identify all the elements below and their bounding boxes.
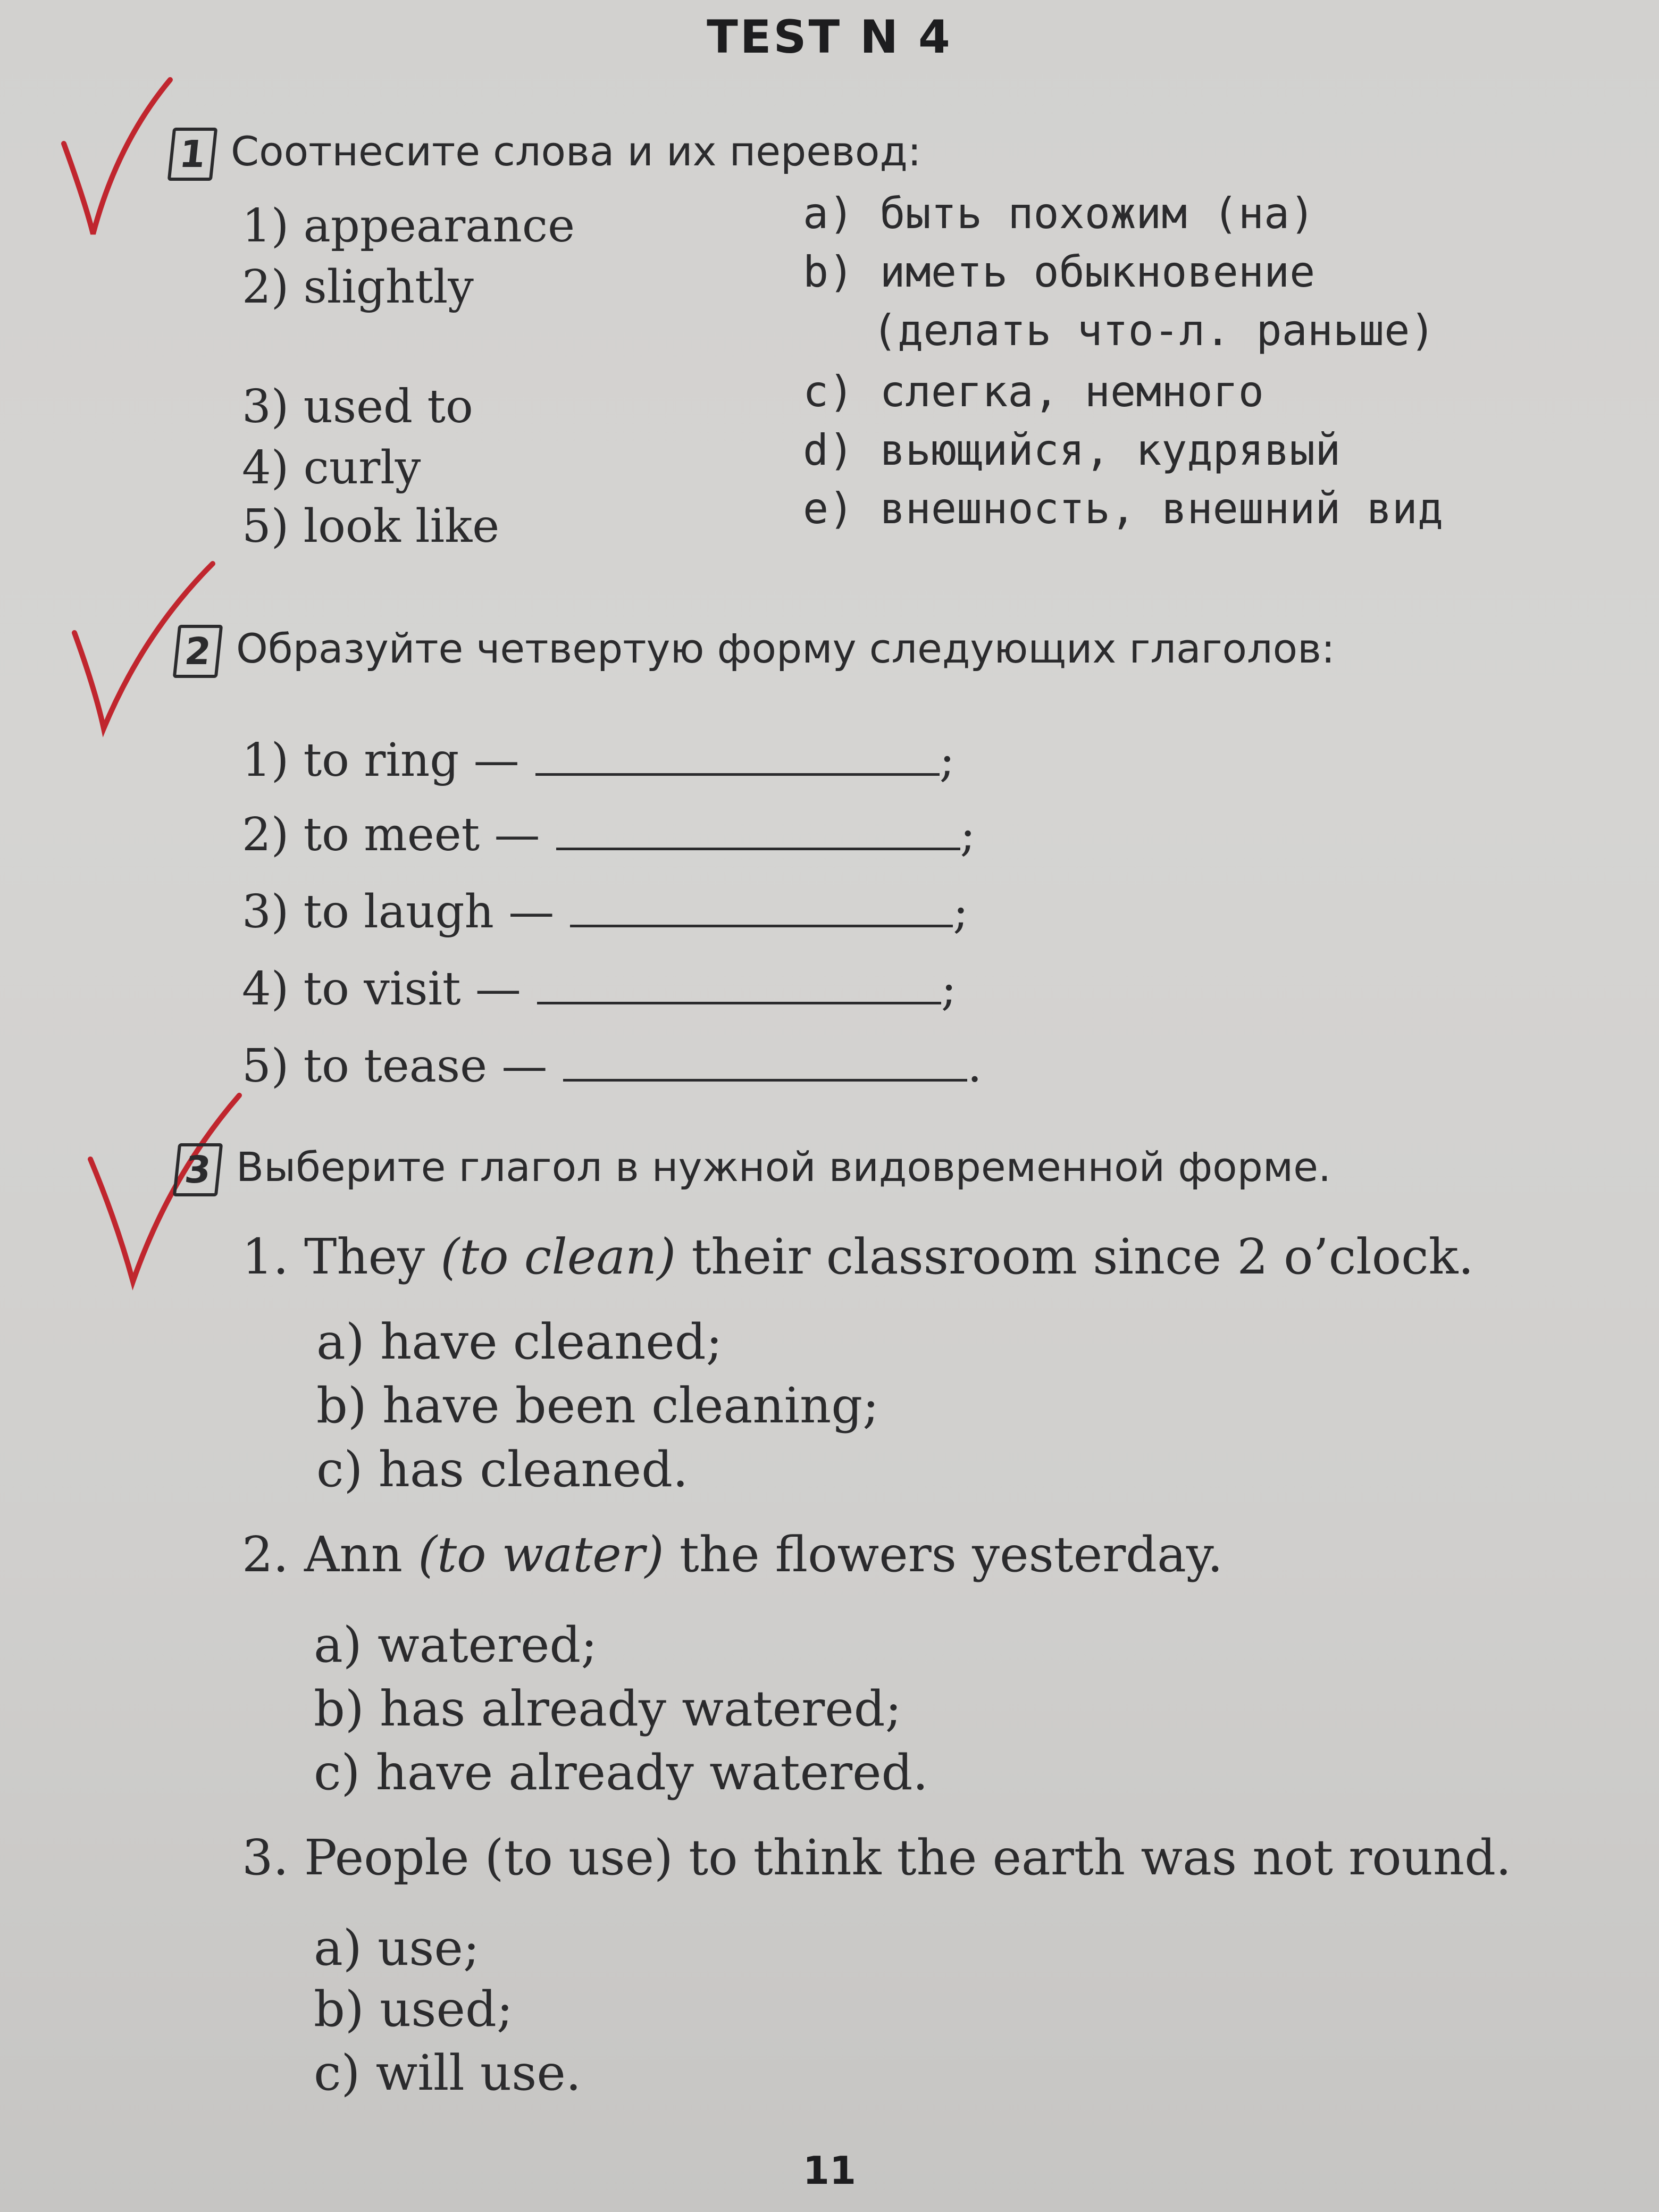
task-number-badge: 3 — [173, 1143, 223, 1196]
check-mark-icon — [53, 64, 181, 245]
answer-option[interactable]: b) has already watered; — [314, 1680, 902, 1737]
verb-label: 4) to visit — — [242, 962, 521, 1016]
verb-hint: (to clean) — [440, 1228, 676, 1285]
translation-item: d) вьющийся, кудрявый — [803, 425, 1341, 475]
translation-item: c) слегка, немного — [803, 367, 1264, 416]
task-instruction: Соотнесите слова и их перевод: — [231, 128, 921, 175]
word-item: 1) appearance — [242, 199, 575, 253]
verb-item — [242, 1040, 982, 1093]
word-item: 2) slightly — [242, 261, 474, 314]
punctuation: ; — [941, 962, 957, 1016]
translation-item: (делать что-л. раньше) — [872, 306, 1436, 355]
answer-option[interactable]: c) has cleaned. — [316, 1441, 689, 1498]
verb-item — [242, 734, 955, 787]
word-item: 3) used to — [242, 380, 473, 433]
translation-item: a) быть похожим (на) — [803, 189, 1316, 238]
answer-option[interactable]: b) used; — [314, 1981, 513, 2038]
answer-blank[interactable] — [556, 816, 960, 850]
punctuation: ; — [953, 885, 969, 939]
task-2-heading — [175, 625, 1335, 678]
task-3-heading — [175, 1143, 1331, 1196]
answer-option[interactable]: b) have been cleaning; — [316, 1377, 879, 1434]
task-instruction: Выберите глагол в нужной видовременной форме. — [236, 1143, 1331, 1191]
verb-label: 5) to tease — — [242, 1040, 548, 1093]
question-2: 2. Ann (to water) the flowers yesterday. — [242, 1526, 1223, 1583]
punctuation: . — [967, 1040, 982, 1093]
verb-item — [242, 962, 957, 1016]
task-1-heading — [170, 128, 921, 181]
page-title: TEST N 4 — [707, 11, 952, 64]
answer-blank[interactable] — [563, 1047, 967, 1082]
task-instruction: Образуйте четвертую форму следующих глаголов: — [236, 625, 1335, 672]
verb-label: 2) to meet — — [242, 808, 540, 861]
punctuation: ; — [939, 734, 955, 787]
answer-blank[interactable] — [570, 893, 953, 927]
answer-option[interactable]: a) have cleaned; — [316, 1313, 723, 1370]
answer-option[interactable]: a) use; — [314, 1920, 480, 1976]
answer-option[interactable]: c) will use. — [314, 2045, 582, 2101]
word-item: 5) look like — [242, 500, 500, 553]
task-number-badge: 1 — [167, 128, 218, 181]
translation-item: e) внешность, внешний вид — [803, 484, 1444, 533]
answer-option[interactable]: c) have already watered. — [314, 1744, 928, 1801]
word-item: 4) curly — [242, 441, 421, 495]
translation-item: b) иметь обыкновение — [803, 247, 1316, 297]
task-number-badge: 2 — [173, 625, 223, 678]
question-3: 3. People (to use) to think the earth was not round. — [242, 1829, 1512, 1886]
page-number: 11 — [802, 2148, 857, 2193]
answer-blank[interactable] — [535, 741, 940, 776]
question-1: 1. They (to clean) their classroom since 2 o’clock. — [242, 1228, 1474, 1285]
verb-item — [242, 808, 976, 861]
verb-label: 1) to ring — — [242, 734, 520, 787]
verb-item — [242, 885, 968, 939]
punctuation: ; — [960, 808, 976, 861]
answer-blank[interactable] — [537, 970, 941, 1004]
answer-option[interactable]: a) watered; — [314, 1616, 598, 1673]
verb-hint: (to water) — [418, 1526, 664, 1583]
verb-label: 3) to laugh — — [242, 885, 555, 939]
